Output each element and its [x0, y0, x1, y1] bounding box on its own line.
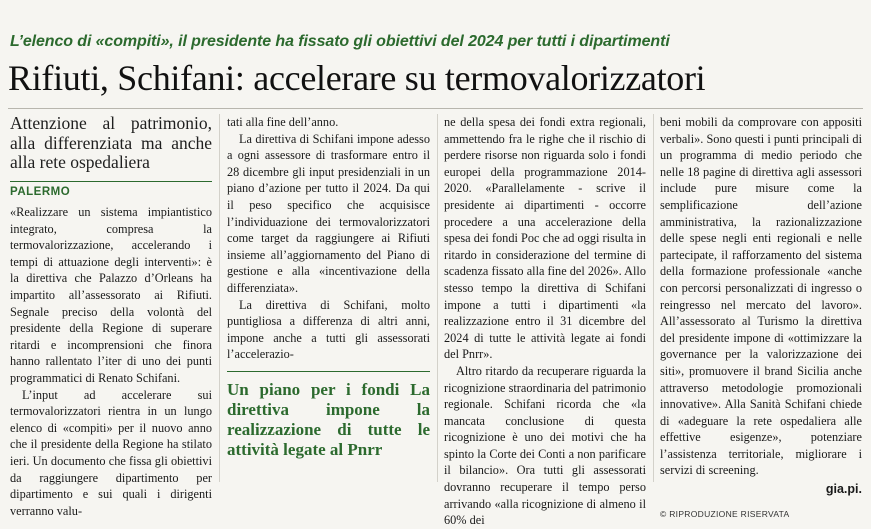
paragraph: La direttiva di Schifani impone adesso a ogni assessore di trasformare entro il 28 dicembre gli input presidenziali in un piano d’azione per tutto il 2024. Da qui il peso specifico che acquisisce l’individuazione dei termovalorizzatori come target da raggiungere ai Rifiuti insieme all’aggiornamento del Piano di gestione e alla «incentivazione della differenziata». — [227, 131, 430, 295]
copyright-notice: © RIPRODUZIONE RISERVATA — [660, 508, 790, 519]
column-divider — [219, 114, 220, 482]
pull-quote: Un piano per i fondi La direttiva impone la realizzazione di tutte le attività legate al Pnrr — [227, 371, 430, 460]
article-subhead: Attenzione al patrimonio, alla differenziata ma anche alla rete ospedaliera — [10, 113, 212, 172]
column-divider — [437, 114, 438, 482]
paragraph: L’input ad accelerare sui termovalorizzatori rientra in un lungo elenco di «compiti» per il nuovo anno che il presidente della Regione ha stilato ieri. Un documento che fissa gli obiettivi da raggiungere dipartimento per dipartimento e sui quali i dirigenti verranno valu- — [10, 387, 212, 518]
article-kicker: L’elenco di «compiti», il presidente ha fissato gli obiettivi del 2024 per tutti i dipartimenti — [10, 33, 670, 50]
article-headline: Rifiuti, Schifani: accelerare su termovalorizzatori — [8, 58, 706, 98]
column-2 — [227, 114, 430, 482]
paragraph: beni mobili da comprovare con appositi verbali». Sono questi i punti principali di un programma di medio periodo che nelle 18 pagine di direttiva agli assessori include pure misure come la semplificazione dell’azione amministrativa, la razionalizzazione delle spese negli enti regionali e nelle partecipate, il rafforzamento del sistema della formazione professionale «anche con percorsi personalizzati di ingresso o reingresso nel mercato del lavoro». All’assessorato al Turismo la direttiva del presidente impone di «ottimizzare la governance per la valorizzazione dei siti», promuovere il brand Sicilia anche attraverso metodologie promozionali innovative». Alla Sanità Schifani chiede di «adeguare la rete ospedaliera alle effettive esigenze», potenziare l’assistenza territoriale, migliorare i servizi di screening. — [660, 115, 862, 478]
headline-divider — [8, 108, 863, 109]
paragraph: «Realizzare un sistema impiantistico integrato, compresa la termovalorizzazione, accelerando i tempi di attuazione degli interventi»: è la direttiva che Palazzo d’Orleans ha impartito all’assessorato ai Rifiuti. Segnale preciso della volontà del presidente della Regione di superare ritardi e incomprensioni che finora hanno rallentato l’iter di uno dei punti programmatici di Renato Schifani. — [10, 205, 212, 386]
paragraph: La direttiva di Schifani, molto puntigliosa a differenza di altri anni, impone anche a tutti gli assessorati l’accelerazio- — [227, 297, 430, 362]
column-divider — [653, 114, 654, 482]
column-3 — [444, 114, 646, 528]
column-1 — [10, 113, 212, 518]
paragraph: Altro ritardo da recuperare riguarda la ricognizione straordinaria del patrimonio regionale. Schifani ricorda che «la mancata conclusione di questa ricognizione è uno dei motivi che ha spinto la Corte dei Conti a non parificare il bilancio». Ora tutti gli assessorati dovranno recuperare il tempo perso arrivando «alla ricognizione di almeno il 60% dei — [444, 363, 646, 528]
column-4 — [660, 114, 862, 519]
paragraph: ne della spesa dei fondi extra regionali, ammettendo fra le righe che il rischio di perdere risorse non riguarda solo i fondi europei della programmazione 2014-2020. «Parallelamente - scrive il presidente ai dipartimenti - occorre procedere a una accelerazione della spesa dei fondi Poc che ad oggi risulta in ritardo in considerazione del termine di scadenza fissato alla fine del 2026». Allo stesso tempo la direttiva di Schifani impone a tutti i dipartimenti «la realizzazione entro il 31 dicembre del 2024 di tutte le attività legate ai fondi del Pnrr». — [444, 115, 646, 362]
author-signature: gia.pi. — [825, 482, 862, 497]
paragraph: tati alla fine dell’anno. — [227, 115, 339, 129]
dateline: PALERMO — [10, 181, 212, 201]
